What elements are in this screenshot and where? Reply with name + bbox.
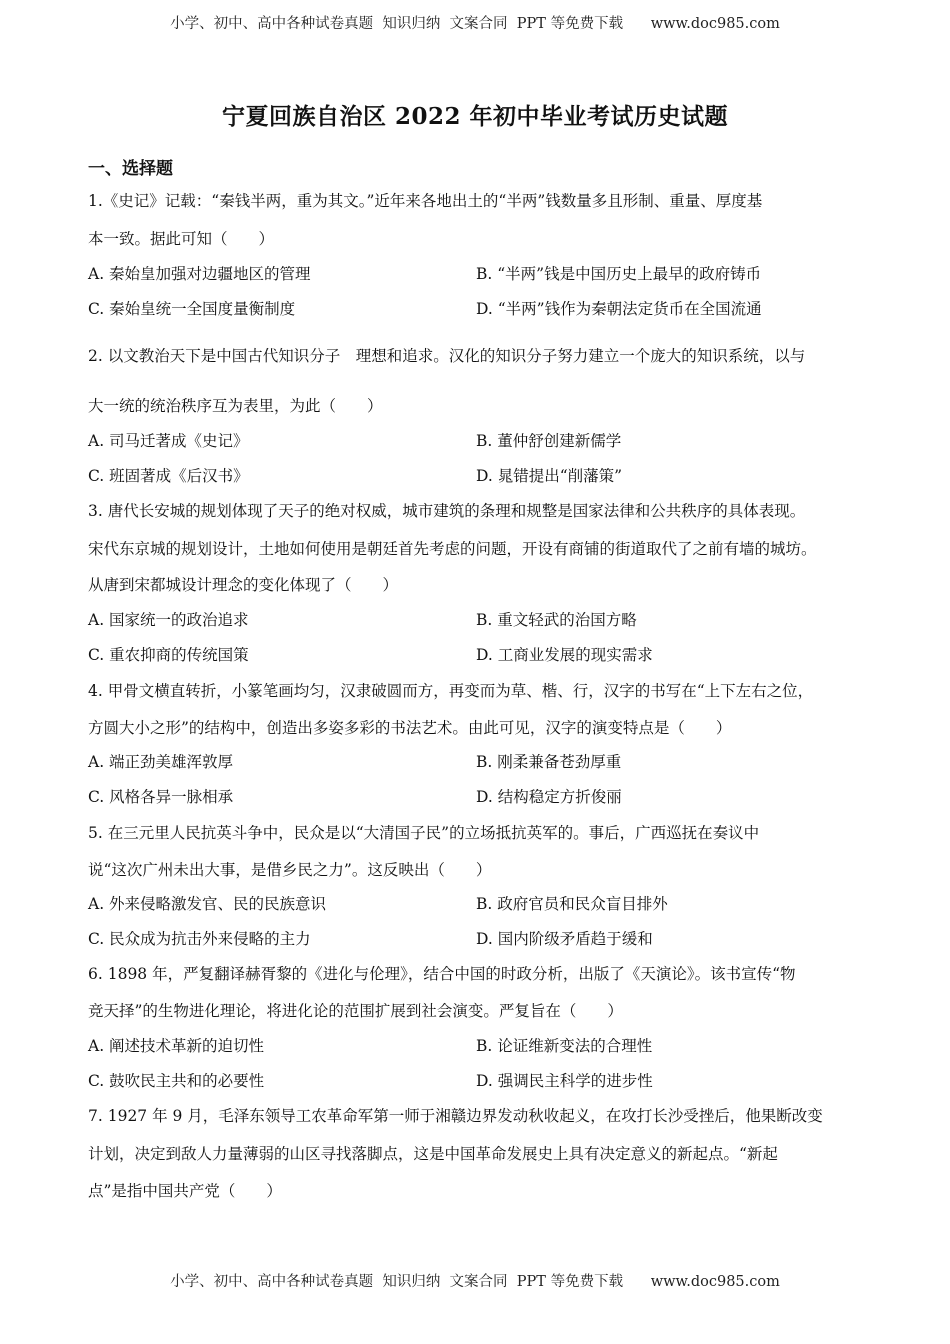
question-3-line-2: 宋代东京城的规划设计，土地如何使用是朝廷首先考虑的问题，开设有商铺的街道取代了之前有墙的城坊。 <box>88 540 817 558</box>
question-1-option-a: A. 秦始皇加强对边疆地区的管理 <box>88 265 311 283</box>
question-2-line-2: 大一统的统治秩序互为表里，为此（ ） <box>88 397 383 415</box>
question-2-option-d: D. 晁错提出“削藩策” <box>476 467 623 485</box>
question-3-line-3: 从唐到宋都城设计理念的变化体现了（ ） <box>88 576 399 594</box>
header-banner: 小学、初中、高中各种试卷真题 知识归纳 文案合同 PPT 等免费下载 www.doc985.com <box>170 16 780 32</box>
question-2-option-c: C. 班固著成《后汉书》 <box>88 467 249 485</box>
question-6-line-2: 竞天择”的生物进化理论，将进化论的范围扩展到社会演变。严复旨在（ ） <box>88 1002 623 1020</box>
question-4-option-a: A. 端正劲美雄浑敦厚 <box>88 753 234 771</box>
question-6-option-b: B. 论证维新变法的合理性 <box>476 1037 653 1055</box>
question-3-option-d: D. 工商业发展的现实需求 <box>476 646 653 664</box>
question-5-line-1: 5. 在三元里人民抗英斗争中，民众是以“大清国子民”的立场抵抗英军的。事后，广西巡抚在奏议中 <box>88 824 760 842</box>
question-4-option-b: B. 刚柔兼备苍劲厚重 <box>476 753 622 771</box>
question-2-option-a: A. 司马迁著成《史记》 <box>88 432 249 450</box>
question-3-line-1: 3. 唐代长安城的规划体现了天子的绝对权威，城市建筑的条理和规整是国家法律和公共秩序的具体表现。 <box>88 502 806 520</box>
question-2-option-b: B. 董仲舒创建新儒学 <box>476 432 622 450</box>
question-6-option-c: C. 鼓吹民主共和的必要性 <box>88 1072 265 1090</box>
question-5-line-2: 说“这次广州未出大事，是借乡民之力”。这反映出（ ） <box>88 861 492 879</box>
question-6-option-d: D. 强调民主科学的进步性 <box>476 1072 653 1090</box>
section-heading: 一、选择题 <box>88 159 173 179</box>
question-6-option-a: A. 阐述技术革新的迫切性 <box>88 1037 265 1055</box>
question-5-option-a: A. 外来侵略激发官、民的民族意识 <box>88 895 327 913</box>
question-3-option-b: B. 重文轻武的治国方略 <box>476 611 637 629</box>
question-4-option-d: D. 结构稳定方折俊丽 <box>476 788 622 806</box>
question-2-line-1: 2. 以文教治天下是中国古代知识分子 理想和追求。汉化的知识分子努力建立一个庞大的知识系统，以与 <box>88 347 806 365</box>
question-6-line-1: 6. 1898 年，严复翻译赫胥黎的《进化与伦理》，结合中国的时政分析，出版了《天演论》。该书宣传“物 <box>88 965 796 983</box>
question-3-option-a: A. 国家统一的政治追求 <box>88 611 249 629</box>
question-1-option-c: C. 秦始皇统一全国度量衡制度 <box>88 300 296 318</box>
question-5-option-d: D. 国内阶级矛盾趋于缓和 <box>476 930 653 948</box>
question-4-line-2: 方圆大小之形”的结构中，创造出多姿多彩的书法艺术。由此可见，汉字的演变特点是（ ） <box>88 719 732 737</box>
question-1-option-b: B. “半两”钱是中国历史上最早的政府铸币 <box>476 265 762 283</box>
question-4-line-1: 4. 甲骨文横直转折，小篆笔画均匀，汉隶破圆而方，再变而为草、楷、行，汉字的书写在“上下左右之位， <box>88 682 814 700</box>
page-title: 宁夏回族自治区 2022 年初中毕业考试历史试题 <box>221 103 729 130</box>
question-7-line-2: 计划，决定到敌人力量薄弱的山区寻找落脚点，这是中国革命发展史上具有决定意义的新起点。“新起 <box>88 1145 778 1163</box>
question-1-line-2: 本一致。据此可知（ ） <box>88 230 275 248</box>
question-5-option-c: C. 民众成为抗击外来侵略的主力 <box>88 930 311 948</box>
footer-banner: 小学、初中、高中各种试卷真题 知识归纳 文案合同 PPT 等免费下载 www.doc985.com <box>170 1274 780 1290</box>
question-1-option-d: D. “半两”钱作为秦朝法定货币在全国流通 <box>476 300 762 318</box>
question-7-line-3: 点”是指中国共产党（ ） <box>88 1182 282 1200</box>
question-1-line-1: 1.《史记》记载：“秦钱半两，重为其文。”近年来各地出土的“半两”钱数量多且形制、重量、厚度基 <box>88 192 763 210</box>
question-5-option-b: B. 政府官员和民众盲目排外 <box>476 895 668 913</box>
question-3-option-c: C. 重农抑商的传统国策 <box>88 646 249 664</box>
question-7-line-1: 7. 1927 年 9 月，毛泽东领导工农革命军第一师于湘赣边界发动秋收起义，在攻打长沙受挫后，他果断改变 <box>88 1107 823 1125</box>
question-4-option-c: C. 风格各异一脉相承 <box>88 788 234 806</box>
